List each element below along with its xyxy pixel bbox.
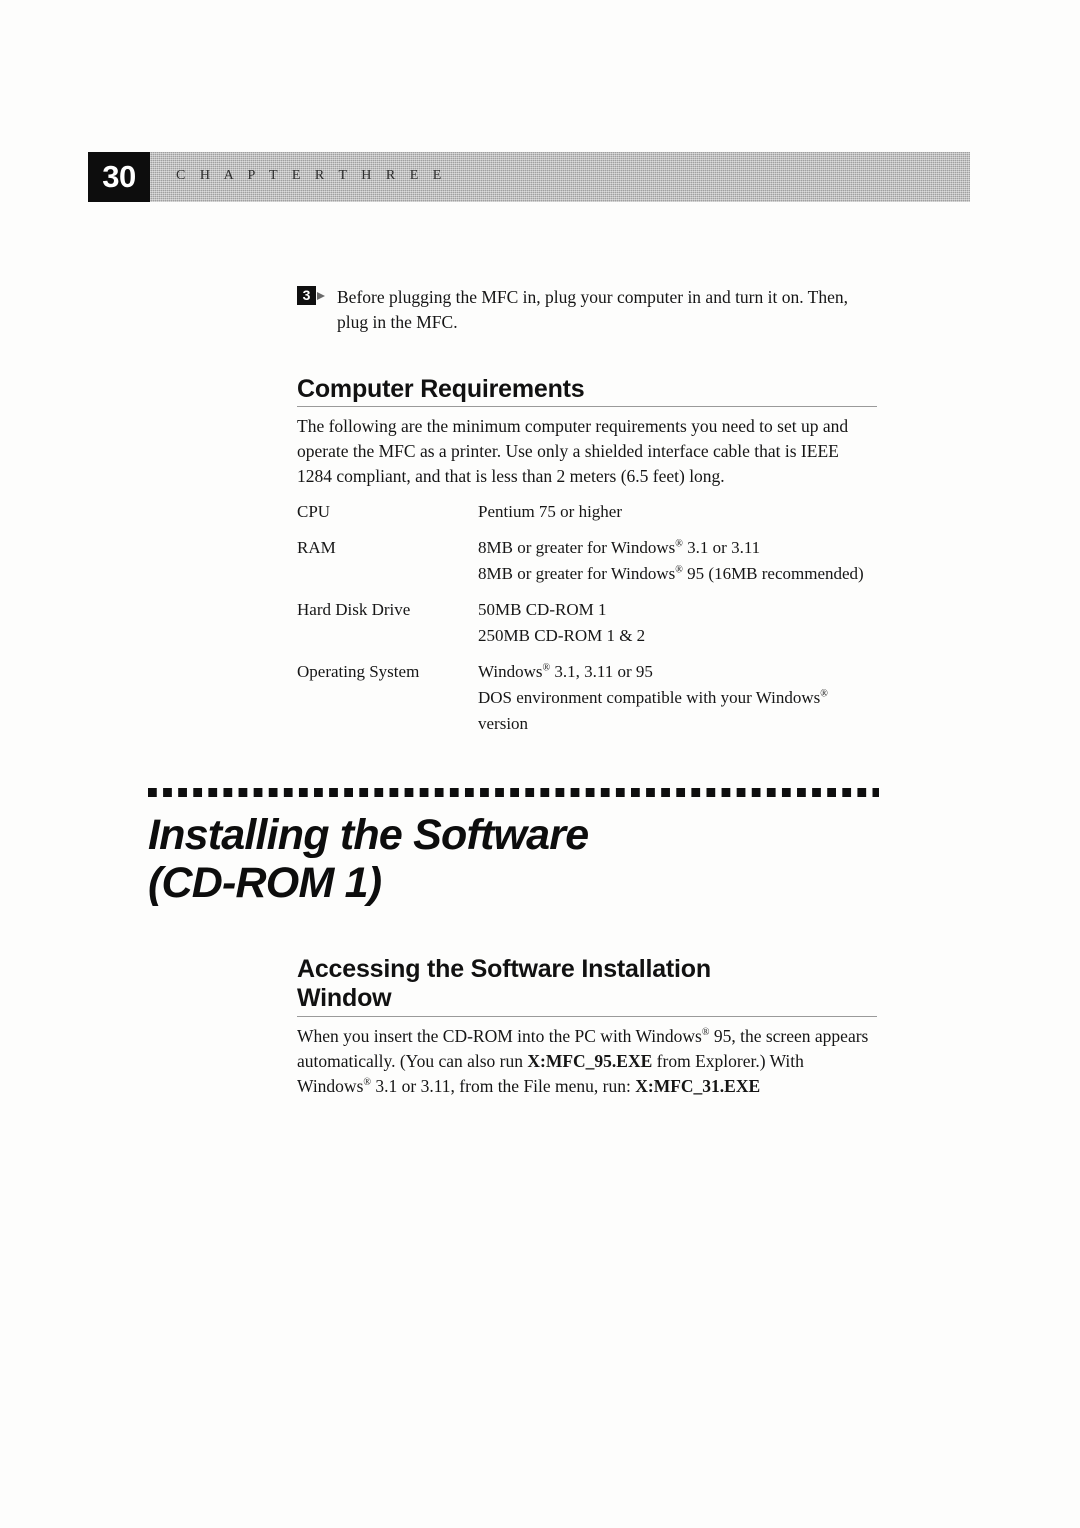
requirement-value: 8MB or greater for Windows® 95 (16MB recommended)	[478, 564, 864, 583]
subsection-heading-line-1: Accessing the Software Installation	[297, 955, 711, 983]
subsection-block	[297, 955, 877, 1105]
requirement-label: Operating System	[297, 662, 420, 681]
subsection-heading	[297, 955, 877, 1013]
subsection-paragraph	[297, 1024, 877, 1099]
command-mfc31-exe: X:MFC_31.EXE	[635, 1076, 761, 1096]
page-number-badge: 30	[88, 152, 150, 202]
chapter-title-block	[148, 788, 908, 907]
requirement-value: 50MB CD-ROM 1	[478, 600, 607, 619]
dotted-divider	[148, 788, 879, 797]
command-mfc95-exe: X:MFC_95.EXE	[527, 1051, 653, 1071]
requirement-label: CPU	[297, 502, 331, 521]
chapter-label: C H A P T E R T H R E E	[176, 168, 447, 183]
section-heading-computer-requirements: Computer Requirements	[297, 375, 585, 403]
requirement-value: version	[478, 714, 529, 733]
requirement-row	[297, 659, 877, 737]
step-text: Before plugging the MFC in, plug your computer in and turn it on. Then, plug in the MFC.	[337, 287, 849, 332]
subsection-text-prefix: When you insert the CD-ROM into the PC with Windows® 95, the screen appears automatically. (You can also run	[297, 1026, 869, 1071]
main-text-column	[297, 285, 877, 747]
section-intro-paragraph: The following are the minimum computer requirements you need to set up and operate the MFC as a printer. Use only a shielded interface cable that is IEEE 1284 compliant, and that is less than 2 meters (6.5 feet) long.	[297, 416, 849, 486]
step-number-badge: 3	[297, 286, 316, 305]
requirement-value: 250MB CD-ROM 1 & 2	[478, 626, 646, 645]
requirement-value: Windows® 3.1, 3.11 or 95	[478, 662, 653, 681]
heading-rule	[297, 406, 877, 407]
requirement-values	[478, 597, 877, 649]
requirement-row	[297, 535, 877, 587]
arrow-right-icon	[317, 292, 325, 300]
requirement-label: Hard Disk Drive	[297, 600, 411, 619]
requirement-values	[478, 535, 877, 587]
chapter-title-line-2: (CD-ROM 1)	[148, 859, 382, 907]
subsection-heading-line-2: Window	[297, 984, 392, 1012]
requirement-value: Pentium 75 or higher	[478, 502, 623, 521]
step-number-marker	[297, 286, 331, 305]
subsection-text-middle: from Explorer.) With Windows® 3.1 or 3.11, from the File menu, run:	[297, 1051, 804, 1096]
subsection-heading-rule	[297, 1016, 877, 1017]
requirement-value: 8MB or greater for Windows® 3.1 or 3.11	[478, 538, 761, 557]
chapter-title-line-1: Installing the Software	[148, 811, 589, 859]
requirements-table	[297, 499, 877, 737]
chapter-title	[148, 811, 908, 907]
requirement-values	[478, 659, 877, 737]
numbered-step	[297, 285, 877, 335]
requirement-label: RAM	[297, 538, 336, 557]
requirement-row	[297, 597, 877, 649]
requirement-row	[297, 499, 877, 525]
requirement-value: DOS environment compatible with your Windows®	[478, 688, 828, 707]
requirement-values	[478, 499, 877, 525]
